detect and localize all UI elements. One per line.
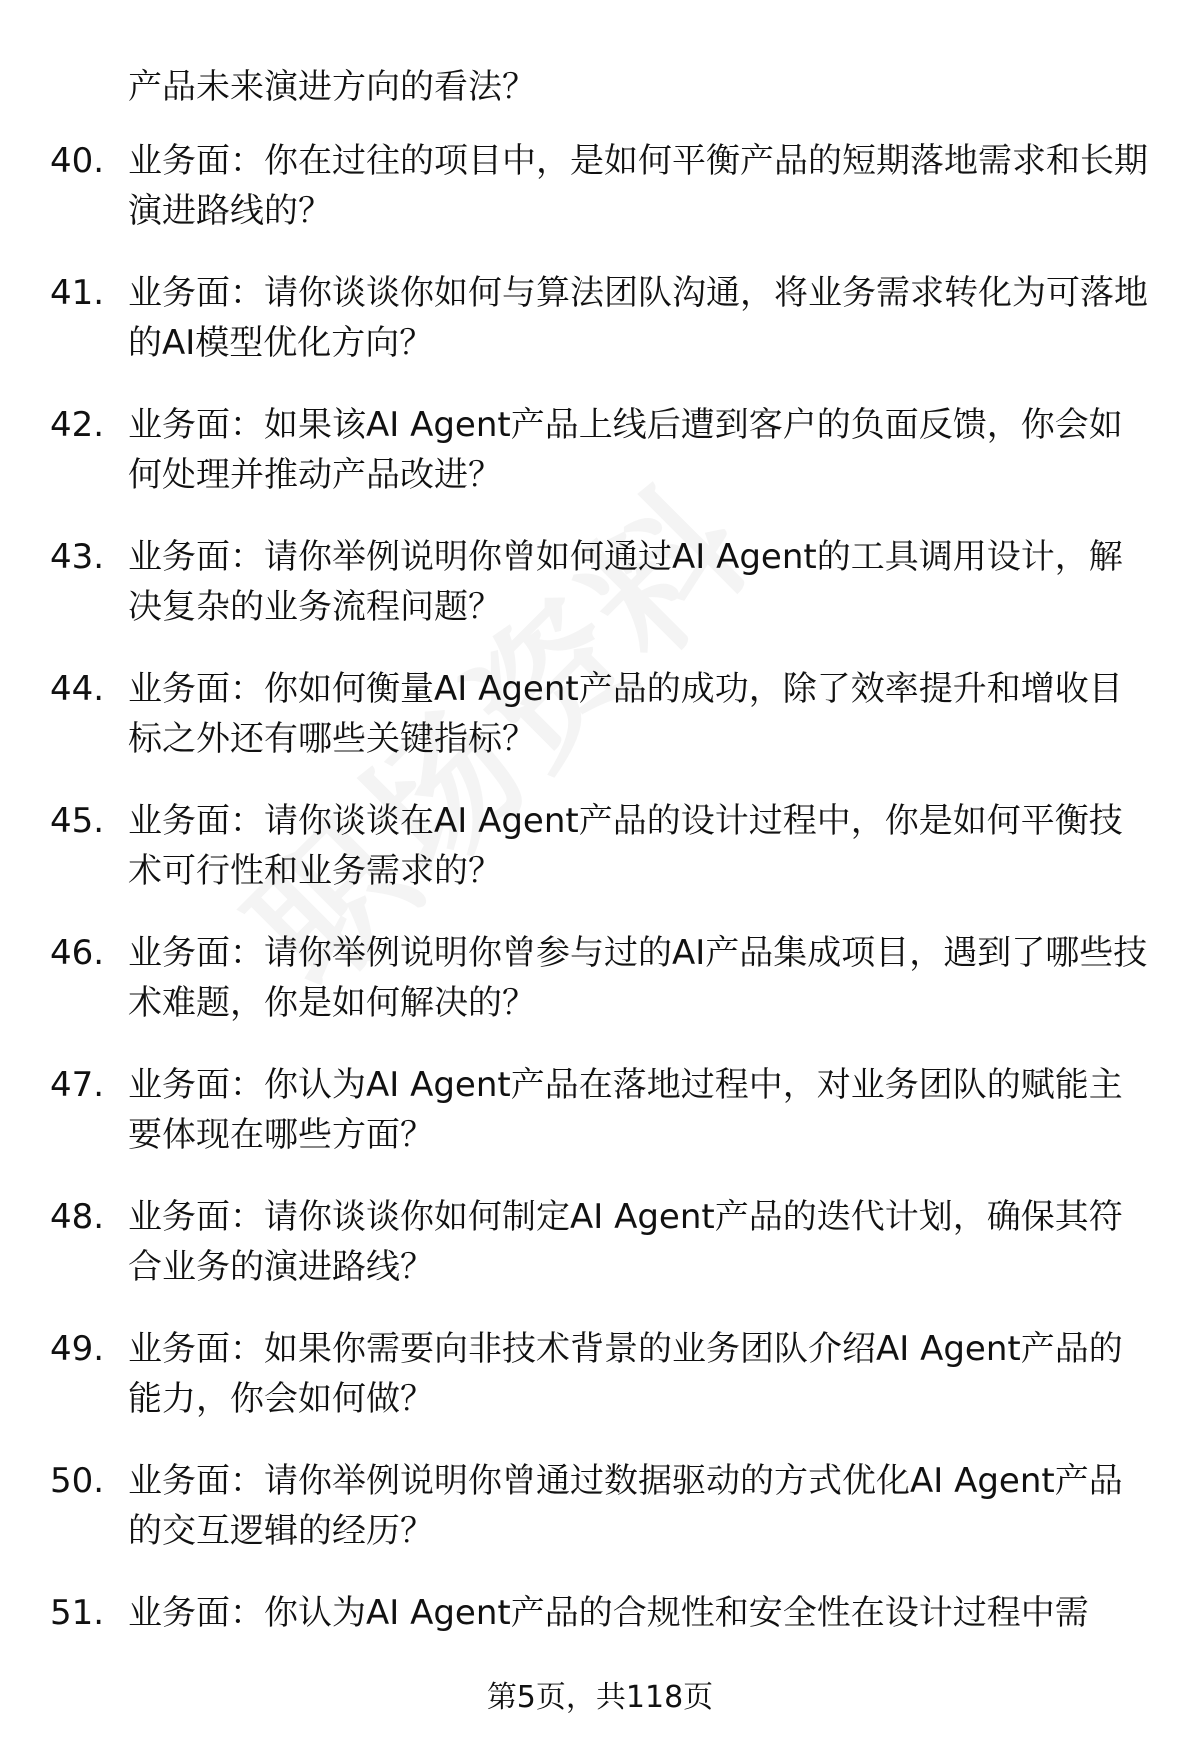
item-text: 业务面：你认为AI Agent产品的合规性和安全性在设计过程中需	[128, 1593, 1089, 1633]
item-text: 业务面：你如何衡量AI Agent产品的成功，除了效率提升和增收目标之外还有哪些关键指标？	[128, 669, 1123, 759]
item-text: 业务面：如果你需要向非技术背景的业务团队介绍AI Agent产品的能力，你会如何做？	[128, 1329, 1123, 1419]
item-number: 40.	[50, 141, 105, 181]
list-item	[0, 664, 1200, 796]
page-footer: 第5页，共118页	[486, 1680, 714, 1715]
list-item	[0, 532, 1200, 664]
list-item	[0, 268, 1200, 400]
item-number: 47.	[50, 1065, 105, 1105]
item-text: 业务面：请你谈谈你如何与算法团队沟通，将业务需求转化为可落地的AI模型优化方向？	[128, 273, 1148, 363]
item-number: 41.	[50, 273, 105, 313]
item-text: 业务面：请你谈谈你如何制定AI Agent产品的迭代计划，确保其符合业务的演进路线？	[128, 1197, 1123, 1287]
item-number: 49.	[50, 1329, 105, 1369]
item-number: 42.	[50, 405, 105, 445]
continued-question-text: 产品未来演进方向的看法？	[128, 67, 536, 107]
list-item	[0, 400, 1200, 532]
item-number: 48.	[50, 1197, 105, 1237]
item-number: 50.	[50, 1461, 105, 1501]
item-text: 业务面：请你举例说明你曾如何通过AI Agent的工具调用设计，解决复杂的业务流程问题？	[128, 537, 1123, 627]
list-item	[0, 136, 1200, 268]
question-list	[0, 136, 1200, 1720]
item-text: 业务面：你认为AI Agent产品在落地过程中，对业务团队的赋能主要体现在哪些方面？	[128, 1065, 1123, 1155]
list-item	[0, 1324, 1200, 1456]
list-item	[0, 796, 1200, 928]
list-item	[0, 1192, 1200, 1324]
item-text: 业务面：请你举例说明你曾通过数据驱动的方式优化AI Agent产品的交互逻辑的经历？	[128, 1461, 1123, 1551]
item-number: 43.	[50, 537, 105, 577]
item-text: 业务面：请你举例说明你曾参与过的AI产品集成项目，遇到了哪些技术难题，你是如何解决的？	[128, 933, 1148, 1023]
list-item	[0, 1456, 1200, 1588]
item-number: 44.	[50, 669, 105, 709]
item-text: 业务面：如果该AI Agent产品上线后遭到客户的负面反馈，你会如何处理并推动产品改进？	[128, 405, 1123, 495]
item-number: 45.	[50, 801, 105, 841]
item-text: 业务面：请你谈谈在AI Agent产品的设计过程中，你是如何平衡技术可行性和业务需求的？	[128, 801, 1123, 891]
item-text: 业务面：你在过往的项目中，是如何平衡产品的短期落地需求和长期演进路线的？	[128, 141, 1148, 231]
item-number: 51.	[50, 1593, 105, 1633]
item-number: 46.	[50, 933, 105, 973]
list-item	[0, 1060, 1200, 1192]
list-item	[0, 928, 1200, 1060]
